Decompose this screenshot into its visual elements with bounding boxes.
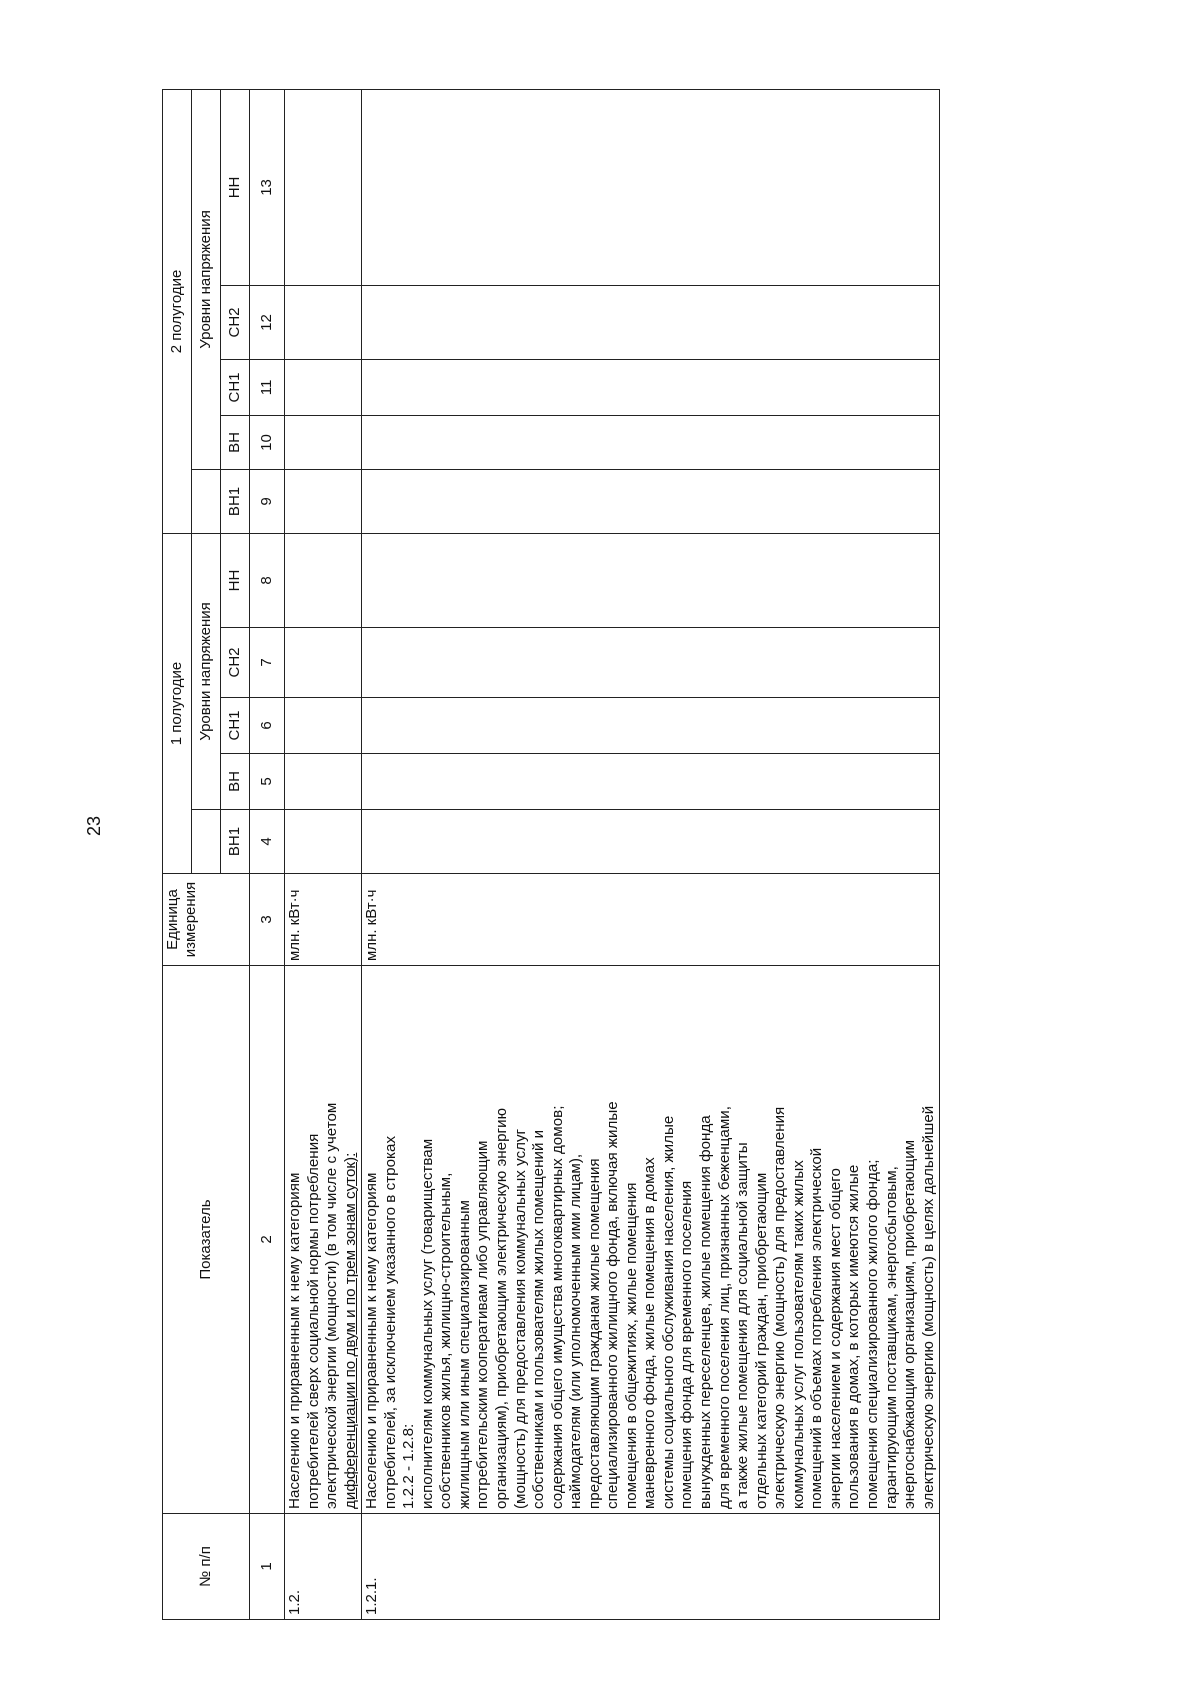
header-h1-sn2: СН2	[221, 628, 250, 698]
col-number: 10	[250, 415, 285, 469]
header-h2-sn2: СН2	[221, 285, 250, 359]
row-number: 1.2.1.	[362, 1514, 940, 1620]
table-row	[285, 89, 362, 1619]
col-number: 6	[250, 698, 285, 754]
header-indicator: Показатель	[163, 966, 250, 1514]
header-half2-blank	[192, 469, 221, 533]
header-no: № п/п	[163, 1514, 250, 1620]
row-indicator: Населению и приравненным к нему категориям потребителей, за исключением указанного в строках 1.2.2 - 1.2.8: исполнителям коммунальных услуг (товариществам собственников жилья, жилищно-строительным, жилищным или иным специализированным потребительским кооперативам либо управляющим организациям), приобретающим электрическую энергию (мощность) для предоставления коммунальных услуг собственникам и пользователям жилых помещений и содержания общего имущества многоквартирных домов; наймодателям (или уполномоченным ими лицам), предоставляющим гражданам жилые помещения специализированного жилищного фонда, включая жилые помещения в общежитиях, жилые помещения маневренного фонда, жилые помещения в домах системы социального обслуживания населения, жилые помещения фонда для временного поселения вынужденных переселенцев, жилые помещения фонда для временного поселения лиц, признанных беженцами, а также жилые помещения для социальной защиты отдельных категорий граждан, приобретающим электрическую энергию (мощность) для предоставления коммунальных услуг пользователям таких жилых помещений в объемах потребления электрической энергии населением и содержания мест общего пользования в домах, в которых имеются жилые помещения специализированного жилого фонда; гарантирующим поставщикам, энергосбытовым, энергоснабжающим организациям, приобретающим электрическую энергию (мощность) в целях дальнейшей	[362, 966, 940, 1514]
col-number: 4	[250, 810, 285, 874]
header-h1-sn1: СН1	[221, 698, 250, 754]
header-h2-vn1: ВН1	[221, 469, 250, 533]
col-number: 8	[250, 533, 285, 627]
header-half1-levels: Уровни напряжения	[192, 533, 221, 809]
col-number: 5	[250, 754, 285, 810]
header-half1: 1 полугодие	[163, 533, 192, 873]
row-unit: млн. кВт·ч	[285, 874, 362, 966]
col-number: 12	[250, 285, 285, 359]
header-half2-levels: Уровни напряжения	[192, 89, 221, 469]
tariff-table	[162, 89, 940, 1620]
page-number: 23	[84, 815, 104, 836]
header-h1-vn: ВН	[221, 754, 250, 810]
header-unit: Единица измерения	[163, 874, 250, 966]
header-h2-nn: НН	[221, 89, 250, 285]
header-h2-sn1: СН1	[221, 359, 250, 415]
header-half1-blank	[192, 810, 221, 874]
col-number: 7	[250, 628, 285, 698]
header-half2: 2 полугодие	[163, 89, 192, 533]
header-h1-vn1: ВН1	[221, 810, 250, 874]
rotated-table-container	[162, 90, 1097, 1620]
col-number: 2	[250, 966, 285, 1514]
row-indicator: Населению и приравненным к нему категориям потребителей сверх социальной нормы потребления электрической энергии (мощности) (в том числе с учетом дифференциации по двум и по трем зонам суток):	[285, 966, 362, 1514]
col-number: 13	[250, 89, 285, 285]
col-number: 11	[250, 359, 285, 415]
header-h1-nn: НН	[221, 533, 250, 627]
col-number: 9	[250, 469, 285, 533]
col-number: 1	[250, 1514, 285, 1620]
header-h2-vn: ВН	[221, 415, 250, 469]
col-number: 3	[250, 874, 285, 966]
table-row	[362, 89, 940, 1619]
row-number: 1.2.	[285, 1514, 362, 1620]
row-unit: млн. кВт·ч	[362, 874, 940, 966]
